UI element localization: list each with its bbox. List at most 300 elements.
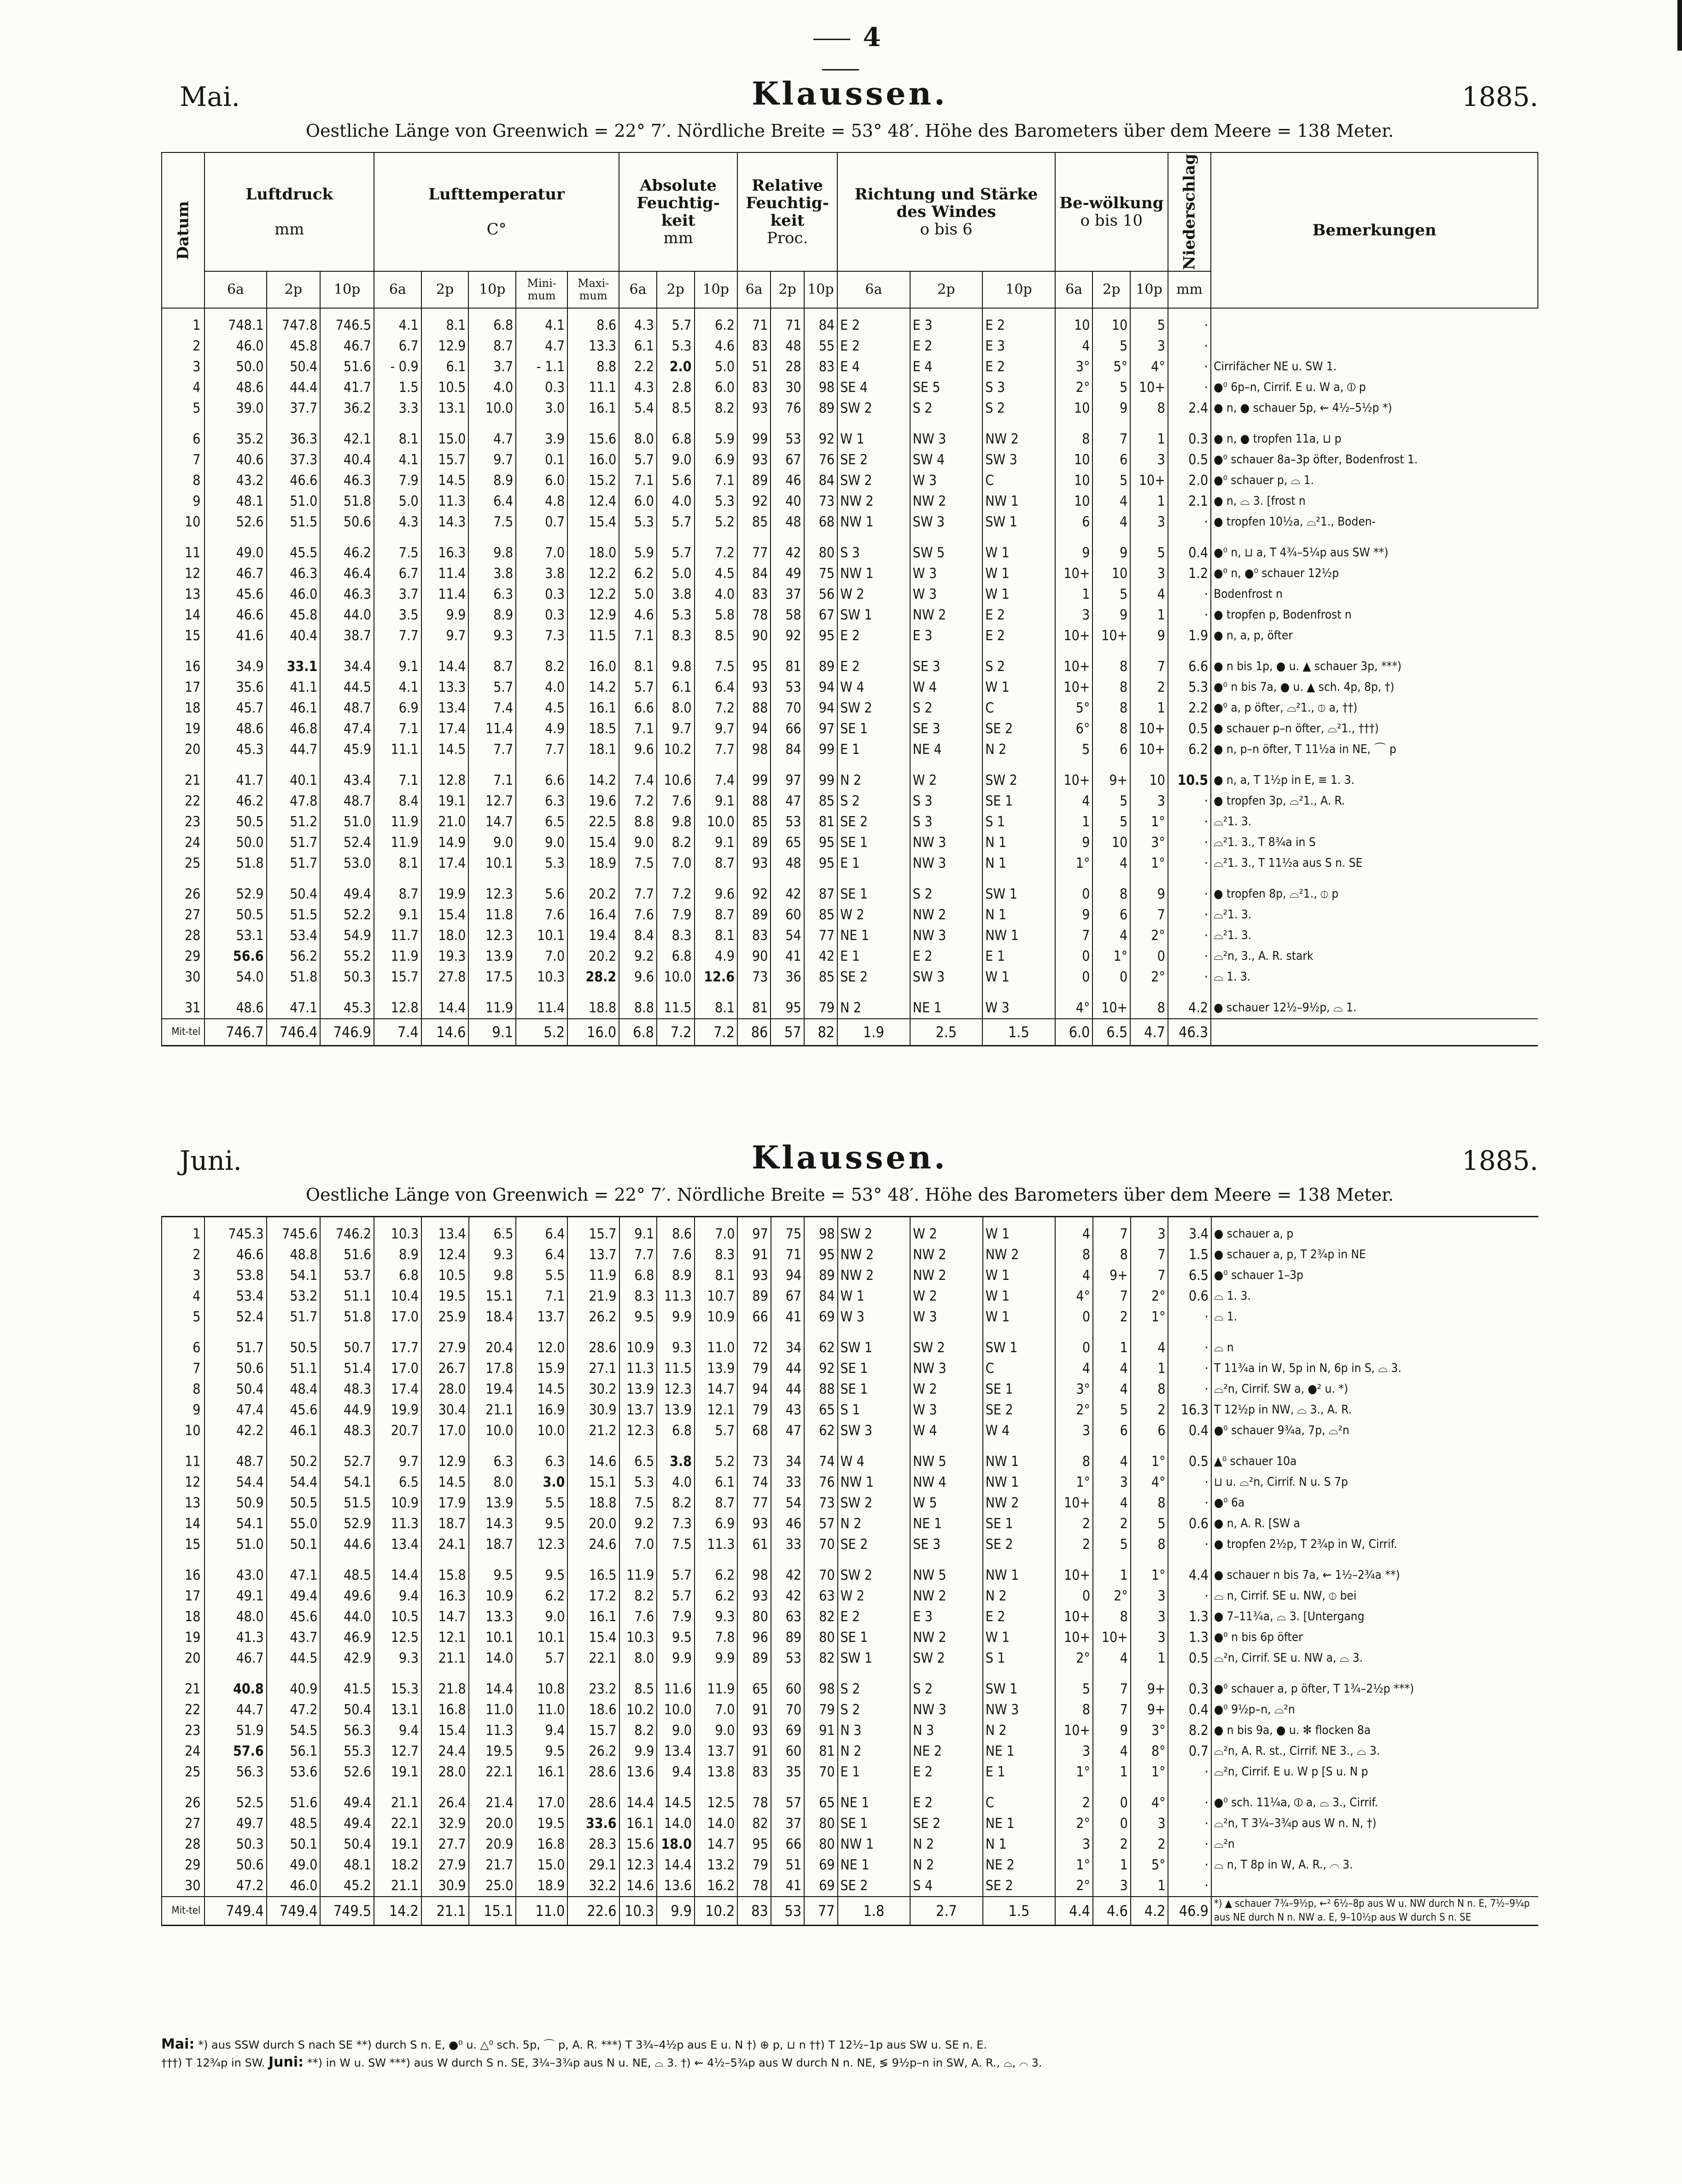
- table-row: [162, 336, 1538, 356]
- table-cell: 7.7: [695, 739, 737, 770]
- table-cell: 42: [771, 543, 804, 563]
- table-cell: NW 3: [910, 1699, 983, 1720]
- table-cell: 98: [804, 1679, 837, 1699]
- table-cell: 77: [804, 925, 837, 946]
- table-cell: W 1: [982, 967, 1055, 998]
- table-cell: NE 1: [983, 1741, 1056, 1762]
- table-cell: 10+: [1055, 625, 1093, 656]
- table-cell: ● schauer a, p, T 2¾p in NE: [1211, 1244, 1538, 1265]
- table-cell: NW 3: [910, 853, 983, 884]
- table-cell: 84: [771, 739, 804, 770]
- table-cell: 80: [804, 1834, 837, 1855]
- table-cell: 69: [804, 1855, 837, 1875]
- table-cell: 6.3: [516, 791, 567, 812]
- table-cell: 19.3: [421, 946, 469, 967]
- table-cell: 2.0: [1168, 470, 1211, 491]
- table-cell: 79: [737, 1400, 771, 1420]
- table-cell: 48.8: [267, 1244, 321, 1265]
- table-cell: 11.9: [374, 946, 421, 967]
- table-cell: S 4: [910, 1875, 983, 1897]
- table-cell: 6.5: [619, 1451, 657, 1472]
- mean-cell: 22.6: [567, 1897, 619, 1926]
- table-cell: 9.4: [374, 1586, 421, 1606]
- table-cell: 2°: [1055, 1875, 1093, 1897]
- table-cell: 1: [162, 308, 204, 336]
- table-cell: 47.4: [204, 1400, 266, 1420]
- table-cell: 4: [1093, 1648, 1131, 1679]
- table-row: [162, 998, 1538, 1019]
- table-cell: 10.1: [516, 1627, 567, 1648]
- mean-cell: 746.9: [320, 1019, 374, 1046]
- table-cell: ·: [1168, 812, 1211, 832]
- table-cell: ● schauer 12½–9½p, ⌓ 1.: [1211, 998, 1538, 1019]
- table-cell: 6: [1055, 512, 1093, 543]
- table-cell: 2°: [1055, 1400, 1093, 1420]
- table-cell: ·: [1168, 853, 1211, 884]
- table-cell: SW 3: [910, 512, 983, 543]
- table-cell: 7: [1131, 1265, 1168, 1286]
- table-cell: 12.5: [374, 1627, 421, 1648]
- table-cell: 36.2: [320, 398, 374, 429]
- table-cell: 70: [771, 1699, 804, 1720]
- table-cell: 49.0: [204, 543, 266, 563]
- mean-cell: 6.8: [619, 1019, 657, 1046]
- table-cell: 82: [737, 1813, 771, 1834]
- table-cell: 26.7: [421, 1358, 469, 1379]
- table-cell: 49.4: [267, 1586, 321, 1606]
- table-cell: 50.5: [267, 1337, 321, 1358]
- table-cell: 8.9: [374, 1244, 421, 1265]
- mean-cell: 11.0: [516, 1897, 567, 1926]
- table-cell: NW 1: [983, 1451, 1056, 1472]
- table-cell: 95: [804, 853, 837, 884]
- table-cell: 6.7: [374, 336, 421, 356]
- table-cell: 4: [1055, 336, 1093, 356]
- table-cell: 12.4: [567, 491, 619, 512]
- table-cell: 51.8: [267, 967, 321, 998]
- table-cell: 9.0: [468, 832, 516, 853]
- table-cell: 52.7: [320, 1451, 374, 1472]
- table-cell: 75: [771, 1217, 804, 1245]
- table-cell: W 2: [837, 905, 910, 925]
- table-cell: 74: [804, 1451, 837, 1472]
- table-cell: C: [982, 470, 1055, 491]
- table-cell: 92: [804, 429, 837, 450]
- table-cell: SW 4: [910, 450, 983, 470]
- table-cell: NW 3: [910, 925, 983, 946]
- col-datum: Datum: [162, 152, 204, 308]
- table-cell: 6.4: [695, 677, 737, 698]
- table-cell: 6.4: [468, 491, 516, 512]
- table-cell: 4.7: [468, 429, 516, 450]
- table-cell: 97: [771, 770, 804, 791]
- table-cell: 11.4: [468, 718, 516, 739]
- table-cell: 13.9: [657, 1400, 695, 1420]
- table-cell: 41.7: [204, 770, 266, 791]
- table-cell: 1: [1130, 698, 1168, 718]
- table-cell: 14.4: [657, 1855, 695, 1875]
- table-cell: 7.4: [695, 770, 737, 791]
- table-cell: 9: [1055, 543, 1093, 563]
- table-cell: 4: [1092, 853, 1130, 884]
- year-label: 1885.: [1461, 1145, 1538, 1176]
- table-row: [162, 1648, 1538, 1679]
- table-cell: 30: [162, 1875, 204, 1897]
- table-cell: SE 2: [838, 1875, 911, 1897]
- table-cell: 1: [1093, 1855, 1131, 1875]
- table-cell: 93: [737, 450, 771, 470]
- table-cell: 81: [737, 998, 771, 1019]
- table-cell: SE 2: [837, 967, 910, 998]
- table-cell: ⌓ n, Cirrif. SE u. NW, ⦶ bei: [1211, 1586, 1538, 1606]
- table-cell: 52.9: [204, 884, 266, 905]
- table-cell: 6.7: [374, 563, 421, 584]
- table-cell: 76: [804, 1472, 837, 1493]
- table-cell: SW 1: [983, 1337, 1056, 1358]
- mean-cell: 2.7: [910, 1897, 983, 1926]
- table-cell: 9.3: [695, 1606, 737, 1627]
- mean-cell: 1.9: [837, 1019, 910, 1046]
- table-cell: ⌓²1. 3.: [1211, 905, 1538, 925]
- table-cell: E 3: [982, 336, 1055, 356]
- table-cell: 13.7: [567, 1244, 619, 1265]
- table-cell: 30: [162, 967, 204, 998]
- table-cell: 11.0: [695, 1337, 737, 1358]
- table-cell: 3: [1130, 791, 1168, 812]
- table-cell: 11.4: [516, 998, 567, 1019]
- table-cell: 8.5: [619, 1679, 657, 1699]
- table-cell: 5: [1092, 584, 1130, 605]
- table-cell: 8.7: [695, 1493, 737, 1513]
- table-cell: 40.4: [320, 450, 374, 470]
- table-cell: W 1: [983, 1217, 1056, 1245]
- table-cell: ● tropfen p, Bodenfrost n: [1211, 605, 1538, 625]
- table-cell: 40.4: [267, 625, 321, 656]
- table-cell: 15.4: [567, 512, 619, 543]
- table-cell: 7.9: [657, 905, 695, 925]
- table-cell: E 2: [982, 356, 1055, 377]
- table-cell: 5°: [1092, 356, 1130, 377]
- table-cell: SW 2: [910, 1337, 983, 1358]
- table-cell: 36: [771, 967, 804, 998]
- table-cell: 39.0: [204, 398, 266, 429]
- table-cell: 15.1: [469, 1286, 516, 1307]
- table-row: [162, 1813, 1538, 1834]
- table-cell: 6.4: [516, 1217, 567, 1245]
- table-cell: 9.1: [695, 832, 737, 853]
- table-row: [162, 1699, 1538, 1720]
- table-cell: ·: [1168, 832, 1211, 853]
- table-cell: 68: [804, 512, 837, 543]
- table-cell: 6.9: [695, 1513, 737, 1534]
- table-cell: 5.7: [657, 1565, 695, 1586]
- table-cell: 27.9: [421, 1337, 469, 1358]
- table-cell: 44.5: [267, 1648, 321, 1679]
- table-cell: 20.0: [469, 1813, 516, 1834]
- table-cell: NE 1: [838, 1793, 911, 1813]
- table-cell: 12.3: [468, 884, 516, 905]
- table-cell: - 0.9: [374, 356, 421, 377]
- table-cell: NW 2: [983, 1493, 1056, 1513]
- table-cell: 2: [1055, 1534, 1093, 1565]
- table-cell: 3: [1055, 605, 1093, 625]
- table-cell: 9.0: [657, 450, 695, 470]
- table-cell: C: [982, 698, 1055, 718]
- table-cell: 26: [162, 884, 204, 905]
- table-cell: 40: [771, 491, 804, 512]
- table-cell: E 1: [982, 946, 1055, 967]
- table-cell: 9: [162, 491, 204, 512]
- table-cell: E 4: [910, 356, 983, 377]
- table-cell: 9.9: [657, 1307, 695, 1337]
- table-cell: NW 1: [983, 1565, 1056, 1586]
- table-cell: 17.4: [421, 853, 469, 884]
- table-cell: 53.7: [320, 1265, 374, 1286]
- table-cell: 46.4: [320, 563, 374, 584]
- table-cell: 5: [1092, 812, 1130, 832]
- table-cell: 19.4: [567, 925, 619, 946]
- table-cell: 46.0: [204, 336, 266, 356]
- table-cell: 16.2: [695, 1875, 737, 1897]
- table-cell: 8: [1055, 1699, 1093, 1720]
- table-cell: 51.9: [204, 1720, 266, 1741]
- table-cell: 22.5: [567, 812, 619, 832]
- col-lufttemperatur: Lufttemperatur C°: [374, 152, 619, 271]
- table-cell: 6.8: [374, 1265, 421, 1286]
- table-cell: 26.2: [567, 1307, 619, 1337]
- table-cell: 7.5: [619, 853, 657, 884]
- table-cell: S 2: [910, 1679, 983, 1699]
- mean-label: Mit-tel: [162, 1897, 204, 1926]
- table-cell: 46: [771, 1513, 804, 1534]
- table-cell: 10+: [1055, 1627, 1093, 1648]
- table-cell: 18.2: [374, 1855, 421, 1875]
- table-cell: 46.0: [267, 1875, 321, 1897]
- table-cell: 30: [771, 377, 804, 398]
- table-cell: 51.1: [320, 1286, 374, 1307]
- table-cell: 5°: [1055, 698, 1093, 718]
- table-cell: 7.7: [468, 739, 516, 770]
- table-cell: 69: [804, 1875, 837, 1897]
- table-cell: 6.1: [657, 677, 695, 698]
- table-cell: 6.2: [516, 1586, 567, 1606]
- table-cell: 5.3: [619, 1472, 657, 1493]
- table-cell: 6.3: [469, 1451, 516, 1472]
- table-cell: 82: [804, 1606, 837, 1627]
- table-cell: 89: [737, 905, 771, 925]
- table-cell: 7.6: [657, 791, 695, 812]
- mean-cell: 749.5: [320, 1897, 374, 1926]
- table-cell: SW 2: [837, 698, 910, 718]
- table-row: [162, 1493, 1538, 1513]
- table-cell: 3: [1055, 1420, 1093, 1451]
- mean-cell: 10.3: [619, 1897, 657, 1926]
- table-cell: 44.0: [320, 1606, 374, 1627]
- table-cell: 7.2: [695, 543, 737, 563]
- table-cell: ● n, a, p, öfter: [1211, 625, 1538, 656]
- table-cell: 84: [804, 470, 837, 491]
- table-cell: 51.2: [267, 812, 321, 832]
- table-cell: 2: [162, 336, 204, 356]
- table-cell: 18.6: [567, 1699, 619, 1720]
- table-cell: ⌓²n, 3., A. R. stark: [1211, 946, 1538, 967]
- table-cell: 4.9: [695, 946, 737, 967]
- table-cell: 0.3: [516, 584, 567, 605]
- table-cell: 47: [771, 791, 804, 812]
- table-cell: 47.8: [267, 791, 321, 812]
- table-row: [162, 718, 1538, 739]
- table-cell: E 1: [838, 1762, 911, 1793]
- table-cell: 89: [804, 1265, 837, 1286]
- table-cell: 6: [1131, 1420, 1168, 1451]
- table-cell: 35.6: [204, 677, 266, 698]
- table-cell: 27.9: [421, 1855, 469, 1875]
- table-cell: 15.7: [374, 967, 421, 998]
- table-cell: 88: [804, 1379, 837, 1400]
- table-cell: 4.3: [619, 308, 657, 336]
- table-row: [162, 925, 1538, 946]
- table-cell: ·: [1168, 1358, 1211, 1379]
- table-row: [162, 770, 1538, 791]
- table-cell: 6: [1093, 1420, 1131, 1451]
- table-cell: NW 2: [838, 1244, 911, 1265]
- table-cell: 98: [737, 1565, 771, 1586]
- table-cell: 37.3: [267, 450, 321, 470]
- table-cell: 13.2: [695, 1855, 737, 1875]
- table-cell: 40.1: [267, 770, 321, 791]
- table-row: [162, 512, 1538, 543]
- table-cell: 10.9: [469, 1586, 516, 1606]
- table-cell: SW 1: [982, 884, 1055, 905]
- table-cell: 6.0: [516, 470, 567, 491]
- table-cell: 8: [162, 1379, 204, 1400]
- table-cell: 0.3: [1168, 1679, 1211, 1699]
- hdr-10p: 10p: [1130, 271, 1168, 308]
- table-cell: NW 2: [910, 605, 983, 625]
- table-cell: 11.9: [695, 1679, 737, 1699]
- table-cell: 15.9: [516, 1358, 567, 1379]
- table-row: [162, 946, 1538, 967]
- table-cell: 80: [804, 1813, 837, 1834]
- table-cell: 95: [804, 625, 837, 656]
- table-cell: 1: [1131, 1358, 1168, 1379]
- table-cell: 13.9: [468, 946, 516, 967]
- table-cell: 97: [737, 1217, 771, 1245]
- table-cell: ●⁰ schauer 8a–3p öfter, Bodenfrost 1.: [1211, 450, 1538, 470]
- table-cell: E 2: [982, 308, 1055, 336]
- table-cell: 8: [1130, 998, 1168, 1019]
- table-cell: ● tropfen 8p, ⌓²1., ⦶ p: [1211, 884, 1538, 905]
- table-cell: 6.8: [657, 429, 695, 450]
- table-cell: NW 2: [838, 1265, 911, 1286]
- table-cell: 41.3: [204, 1627, 266, 1648]
- table-row: [162, 1565, 1538, 1586]
- table-cell: 81: [804, 1741, 837, 1762]
- table-cell: NW 2: [982, 429, 1055, 450]
- table-cell: 49: [771, 563, 804, 584]
- table-cell: 3: [1131, 1627, 1168, 1648]
- table-cell: 44.0: [320, 605, 374, 625]
- table-cell: 54: [771, 1493, 804, 1513]
- table-cell: 46.1: [267, 698, 321, 718]
- table-cell: 13.4: [421, 698, 469, 718]
- table-cell: 4: [1092, 925, 1130, 946]
- table-cell: 51.8: [320, 1307, 374, 1337]
- table-cell: W 4: [910, 1420, 983, 1451]
- table-cell: 7: [162, 450, 204, 470]
- table-cell: 8.9: [468, 605, 516, 625]
- table-cell: 1: [1130, 429, 1168, 450]
- table-cell: 18: [162, 1606, 204, 1627]
- table-cell: 9: [1092, 398, 1130, 429]
- table-cell: 21.0: [421, 812, 469, 832]
- table-cell: 1: [162, 1217, 204, 1245]
- table-cell: 17.0: [374, 1358, 421, 1379]
- table-cell: 17.8: [469, 1358, 516, 1379]
- table-cell: E 2: [910, 1762, 983, 1793]
- table-cell: 7: [1130, 905, 1168, 925]
- station-title: Klaussen.: [752, 1139, 948, 1176]
- table-cell: 42.1: [320, 429, 374, 450]
- table-cell: 16.1: [619, 1813, 657, 1834]
- table-cell: S 3: [982, 377, 1055, 398]
- table-cell: 8.2: [1168, 1720, 1211, 1741]
- table-cell: 12.7: [374, 1741, 421, 1762]
- table-cell: 8: [1055, 1451, 1093, 1472]
- table-cell: 12.1: [421, 1627, 469, 1648]
- table-cell: 49.1: [204, 1586, 266, 1606]
- table-cell: 12.8: [374, 998, 421, 1019]
- table-cell: 0: [1055, 946, 1093, 967]
- table-cell: 52.4: [320, 832, 374, 853]
- table-cell: 7.5: [619, 1493, 657, 1513]
- table-cell: [1211, 308, 1538, 336]
- table-cell: 93: [737, 677, 771, 698]
- table-cell: 6.2: [619, 563, 657, 584]
- table-cell: 10.9: [374, 1493, 421, 1513]
- table-cell: 44.6: [320, 1534, 374, 1565]
- table-cell: 41: [771, 946, 804, 967]
- table-cell: 95: [804, 1244, 837, 1265]
- table-cell: 15: [162, 625, 204, 656]
- table-cell: SE 2: [982, 718, 1055, 739]
- table-cell: SE 5: [910, 377, 983, 398]
- table-cell: 45.9: [320, 739, 374, 770]
- table-cell: 5: [1092, 336, 1130, 356]
- table-cell: 23.2: [567, 1679, 619, 1699]
- table-cell: 33: [771, 1534, 804, 1565]
- table-cell: 11: [162, 1451, 204, 1472]
- table-cell: 3.0: [516, 398, 567, 429]
- table-cell: 27.7: [421, 1834, 469, 1855]
- table-cell: 7.3: [516, 625, 567, 656]
- table-cell: 16.1: [516, 1762, 567, 1793]
- table-cell: 14.4: [421, 656, 469, 677]
- table-row: [162, 853, 1538, 884]
- table-cell: 7.0: [657, 853, 695, 884]
- weather-table-june: [161, 1216, 1538, 1926]
- table-cell: 32.9: [421, 1813, 469, 1834]
- table-cell: 10.5: [374, 1606, 421, 1627]
- table-cell: 14.7: [421, 1606, 469, 1627]
- table-cell: 4.0: [657, 1472, 695, 1493]
- footnote-may: *) aus SSW durch S nach SE **) durch S n. E, ●⁰ u. △⁰ sch. 5p, ⌒ p, A. R. ***) T 3¾–4½p aus E u. N †) ⊕ p, ⊔ n ††) T 12½–1p aus SW u. SE n. E.: [198, 2038, 987, 2051]
- table-cell: 15.4: [567, 832, 619, 853]
- table-cell: 1°: [1130, 812, 1168, 832]
- table-cell: 0.5: [1168, 1648, 1211, 1679]
- table-cell: W 3: [910, 563, 983, 584]
- table-cell: 5: [1092, 470, 1130, 491]
